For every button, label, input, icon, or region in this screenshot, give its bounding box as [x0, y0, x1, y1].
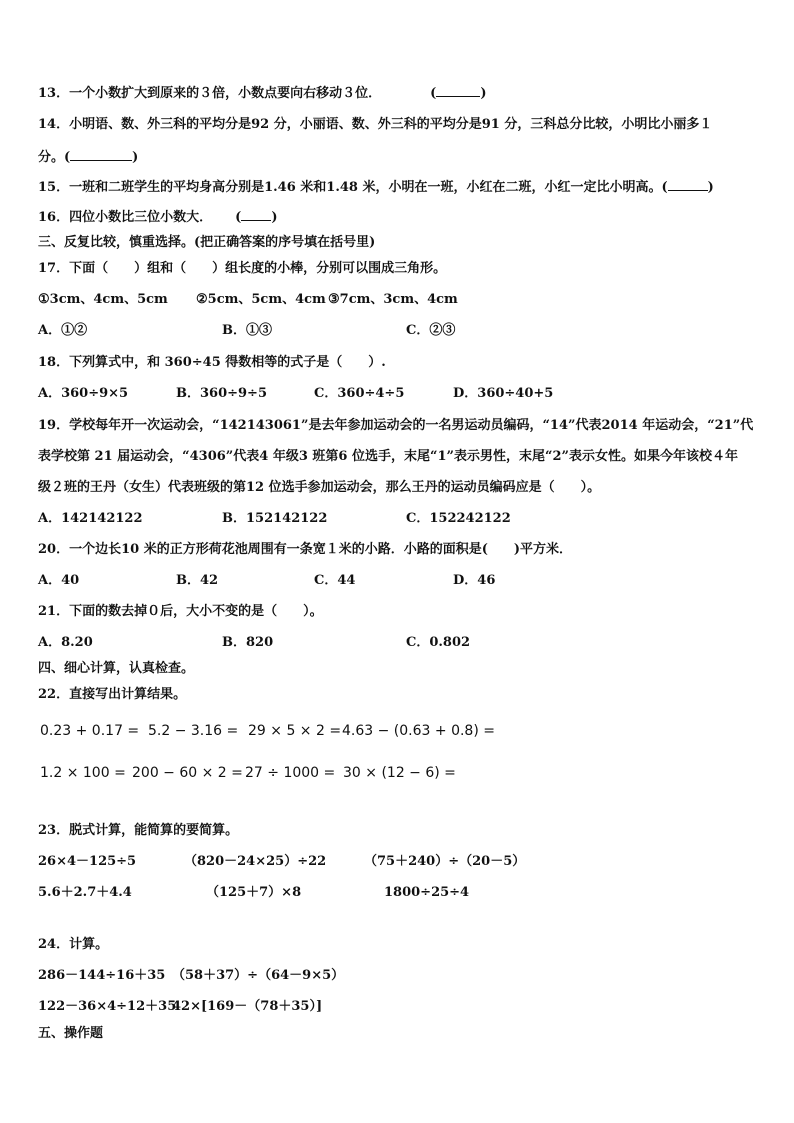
question-19-line-2: 表学校第 21 届运动会，“4306”代表4 年级3 班第6 位选手，末尾“1”表示男性，末尾“2”表示女性。如果今年该校４年	[38, 449, 738, 464]
option-b[interactable]: B．152142122	[222, 511, 328, 526]
question-19-line-3: 级２班的王丹（女生）代表班级的第12 位选手参加运动会，那么王丹的运动员编码应是（ ）。	[38, 480, 601, 495]
calc-expression: （820－24×25）÷22	[184, 854, 327, 869]
item-3: ③7cm、3cm、4cm	[328, 292, 458, 307]
question-21: 21．下面的数去掉０后，大小不变的是（ ）。	[38, 604, 323, 619]
calc-expression: 5.6＋2.7＋4.4	[38, 885, 132, 900]
question-13-text: 13．一个小数扩大到原来的３倍，小数点要向右移动３位．	[38, 86, 382, 101]
calc-expression: 26×4－125÷5	[38, 854, 137, 869]
option-a[interactable]: A．142142122	[38, 511, 143, 526]
option-c[interactable]: C．0.802	[406, 635, 471, 650]
option-b[interactable]: B．42	[176, 573, 219, 588]
option-b[interactable]: B．①③	[222, 323, 272, 338]
option-b[interactable]: B．360÷9÷5	[176, 386, 268, 401]
option-c[interactable]: C．②③	[406, 323, 456, 338]
question-17: 17．下面（ ）组和（ ）组长度的小棒，分别可以围成三角形。	[38, 261, 447, 276]
option-b[interactable]: B．820	[222, 635, 274, 650]
answer-paren-close: )	[480, 86, 487, 101]
answer-paren-open: (	[235, 210, 242, 225]
calc-expression: （58＋37）÷（64－9×5）	[172, 968, 345, 983]
question-14-line-2	[38, 147, 138, 167]
question-20: 20．一个边长10 米的正方形荷花池周围有一条宽１米的小路．小路的面积是( )平方米．	[38, 542, 573, 557]
answer-paren-close: )	[132, 150, 139, 165]
section-3-heading: 三、反复比较，慎重选择。(把正确答案的序号填在括号里)	[38, 235, 376, 250]
question-14-text: 分。(	[38, 150, 71, 165]
question-16	[38, 207, 277, 227]
question-15-text: 15．一班和二班学生的平均身高分别是1.46 米和1.48 米，小明在一班，小红在二班，小红一定比小明高。(	[38, 180, 668, 195]
section-4-heading: 四、细心计算，认真检查。	[38, 661, 195, 676]
calc-expression: （75＋240）÷（20－5）	[364, 854, 526, 869]
option-a[interactable]: A．①②	[38, 323, 88, 338]
mental-calc-3: 29 × 5 × 2 =	[248, 723, 342, 739]
question-18: 18．下列算式中，和 360÷45 得数相等的式子是（ ）.	[38, 355, 386, 370]
item-1: ①3cm、4cm、5cm	[38, 292, 168, 307]
option-c[interactable]: C．152242122	[406, 511, 511, 526]
answer-blank[interactable]	[668, 177, 708, 191]
question-13	[38, 83, 486, 103]
question-22: 22．直接写出计算结果。	[38, 687, 187, 702]
question-23: 23．脱式计算，能简算的要简算。	[38, 823, 239, 838]
option-c[interactable]: C．360÷4÷5	[314, 386, 405, 401]
answer-paren-close: )	[707, 180, 714, 195]
calc-expression: （125＋7）×8	[206, 885, 302, 900]
answer-paren-close: )	[271, 210, 278, 225]
mental-calc-6: 200 − 60 × 2 =	[132, 765, 243, 781]
option-a[interactable]: A．8.20	[38, 635, 93, 650]
question-15	[38, 177, 714, 197]
calc-expression: 122－36×4÷12＋35	[38, 999, 177, 1014]
item-2: ②5cm、5cm、4cm	[196, 292, 326, 307]
option-d[interactable]: D．360÷40+5	[453, 386, 554, 401]
calc-expression: 1800÷25÷4	[384, 885, 470, 900]
answer-blank[interactable]	[241, 207, 271, 221]
question-14-line-1: 14．小明语、数、外三科的平均分是92 分，小丽语、数、外三科的平均分是91 分，三科总分比较，小明比小丽多１	[38, 117, 713, 132]
mental-calc-1: 0.23 + 0.17 =	[40, 723, 140, 739]
answer-blank[interactable]	[70, 147, 132, 161]
question-19-line-1: 19．学校每年开一次运动会，“142143061”是去年参加运动会的一名男运动员编码，“14”代表2014 年运动会，“21”代	[38, 418, 754, 433]
mental-calc-2: 5.2 − 3.16 =	[148, 723, 239, 739]
calc-expression: 286－144÷16＋35	[38, 968, 166, 983]
mental-calc-7: 27 ÷ 1000 =	[245, 765, 336, 781]
question-16-text: 16．四位小数比三位小数大．	[38, 210, 213, 225]
mental-calc-8: 30 × (12 − 6) =	[343, 765, 456, 781]
mental-calc-4: 4.63 − (0.63 + 0.8) =	[342, 723, 495, 739]
option-a[interactable]: A．40	[38, 573, 80, 588]
section-5-heading: 五、操作题	[38, 1026, 104, 1041]
mental-calc-5: 1.2 × 100 =	[40, 765, 126, 781]
answer-paren-open: (	[430, 86, 437, 101]
question-24: 24．计算。	[38, 937, 109, 952]
answer-blank[interactable]	[436, 83, 480, 97]
option-d[interactable]: D．46	[453, 573, 496, 588]
option-c[interactable]: C．44	[314, 573, 356, 588]
option-a[interactable]: A．360÷9×5	[38, 386, 129, 401]
calc-expression: 42×[169－（78＋35）]	[172, 999, 323, 1014]
